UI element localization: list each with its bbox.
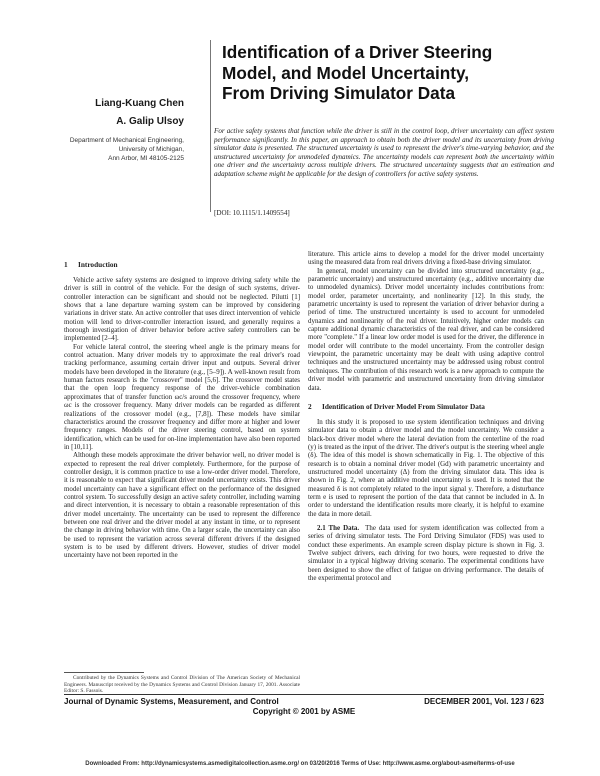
paragraph: For vehicle lateral control, the steering wheel angle is the primary means for control actuation. Many driver models try to approximate the real driver's road tracking performance, assuming certain driver input and outputs. Several driver models have been developed in the literature (e.g., [5–9]). A well-known result from human factors research is the "crossover" model [5,6]. The crossover model states that the open loop frequency response of the driver-vehicle combination approximates that of transfer function ωc/s around the crossover frequency, where ωc is the crossover frequency. Many driver models can be regarded as different realizations of the crossover model (e.g., [7,8]). These models have similar characteristics around the crossover frequency and differ more at higher and lower frequency ranges. Models of the driver steering control, based on system identification, which can be used for on-line implementation have also been reported in [10,11]. [64, 342, 300, 451]
title-line: Model, and Model Uncertainty, [222, 62, 470, 83]
section-number: 2 [308, 401, 312, 411]
title-line: From Driving Simulator Data [222, 83, 456, 103]
doi: [DOI: 10.1115/1.1409554] [214, 209, 290, 217]
paragraph: In general, model uncertainty can be divided into structured uncertainty (e.g., parametric uncertainty) and unstructured uncertainty (e.g., additive uncertainty due to unmodeled dynamics). Driver model uncertainty includes contributions from: model order, parameter uncertainty, and nonlinearity [12]. In this study, the parametric uncertainty is used to represent the variation of driver behavior during a period of time. The unstructured uncertainty is used to account for unmodeled dynamics and nonlinearity of the real driver. Intuitively, higher order models can capture additional dynamic characteristics of the real driver, and can be considered more "complete." If a linear low order model is used for the driver, the difference in model order will contribute to the model uncertainty. From the controller design viewpoint, the parametric uncertainty may be dealt with using adaptive control techniques and the unstructured uncertainty may be addressed using robust control techniques. The contribution of this research work is a new approach to compute the driver model with parametric and unstructured uncertainty from driving simulator data. [308, 266, 544, 392]
paragraph: In this study it is proposed to use system identification techniques and driving simulator data to obtain a driver model and the model uncertainty. We consider a black-box driver model where the lateral deviation from the centerline of the road (y) is treated as the input of the driver. The driver's output is the steering wheel angle (δ). The idea of this model is shown schematically in Fig. 1. The objective of this research is to obtain a nominal driver model (Gd) with parametric uncertainty and unstructured model uncertainty (Δ) from the driving simulator data. This idea is shown in Fig. 2, where an additive model uncertainty is used. It is noted that the measured δ is not completely related to the input signal y. Therefore, a disturbance term e is used to represent the portion of the data that cannot be included in Δ. In order to understand the identification results more clearly, it is helpful to examine the data in more detail. [308, 417, 544, 518]
section-title: Identification of Driver Model From Simulator Data [322, 401, 485, 411]
subsection-text: The data used for system identification was collected from a series of driving simulator tests. The Ford Driving Simulator (FDS) was used to conduct these experiments. An example screen display picture is shown in Fig. 3. Twelve subject drivers, each driving for two hours, were requested to drive the simulator in a typical highway driving scenario. The experimental conditions have been designed to show the effect of fatigue on driving performance. The details of the experimental protocol and [308, 523, 545, 583]
section-heading [308, 402, 544, 411]
footnote: Contributed by the Dynamics Systems and Control Division of The American Society of Mechanical Engineers. Manuscript received by the Dynamics Systems and Control Division January 17, 2001. Associate Editor: S. Fassois. [64, 675, 300, 694]
affiliation-line: University of Michigan, [118, 146, 184, 153]
abstract: For active safety systems that function while the driver is still in the control loop, driver uncertainty can affect system performance significantly. In this paper, an approach to obtain both the driver model and its uncertainty from driving simulator data is presented. The structured uncertainty is used to represent the driver's time-varying behavior, and the unstructured uncertainty for unmodeled dynamics. The uncertainty models can represent both the uncertainty within one driver and the uncertainty across multiple drivers. The structured uncertainty suggests that an estimation and adaptation scheme might be applicable for the design of controllers for active safety systems. [214, 127, 554, 178]
paragraph: Vehicle active safety systems are designed to improve driving safety while the driver is still in control of the vehicle. For the design of such systems, driver-controller interaction can be significant and should not be neglected. Pilutti [1] shows that a lane departure warning system can be improved by considering variations in driver state. An active controller that uses direct intervention of vehicle motion will lend to driver-controller interaction issued, and generally requires a thorough investigation of driver behavior before active safety controllers can be implemented [2–4]. [64, 276, 300, 343]
author-name: Liang-Kuang Chen [95, 98, 184, 109]
paper-title [222, 42, 552, 104]
subsection-heading: 2.1 The Data. [317, 523, 360, 532]
affiliation-line: Department of Mechanical Engineering, [69, 137, 184, 144]
download-notice: Downloaded From: http://dynamicsystems.asmedigitalcollection.asme.org/ on 03/20/2016 Terms of Use: http://www.asme.org/about-asme/terms-of-use [85, 761, 515, 767]
section-number: 1 [64, 260, 68, 269]
title-line: Identification of a Driver Steering [222, 42, 493, 62]
paragraph: literature. This article aims to develop a model for the driver model uncertainty using the measured data from real drivers driving a fixed-base driving simulator. [308, 250, 544, 267]
section-heading [64, 260, 300, 269]
left-column [64, 258, 300, 560]
title-divider [210, 40, 211, 212]
author-affiliation [44, 136, 184, 163]
affiliation-line: Ann Arbor, MI 48105-2125 [108, 155, 184, 162]
issue-and-page: DECEMBER 2001, Vol. 123 / 623 [424, 697, 544, 706]
footnote-rule [64, 672, 144, 673]
section-title: Introduction [78, 260, 118, 269]
footer-rule [64, 694, 544, 695]
paragraph: Although these models approximate the driver behavior well, no driver model is expected to represent the real driver completely. Furthermore, for the purpose of controller design, it is common practice to use a low-order driver model. Therefore, it is reasonable to expect that significant driver model uncertainty exists. This driver model uncertainty can have a significant effect on the performance of the designed control system. To successfully design an active safety controller, including warning and direct intervention, it is necessary to obtain a reasonable representation of this driver model uncertainty. The uncertainty can be used to represent the difference between one real driver and the driver model at any instant in time, or to represent the change in driving behavior with time. On a larger scale, the uncertainty can also be used to represent the variation across several different drivers if the designed system is to be used by different drivers. However, studies of driver model uncertainty have not been reported in the [64, 451, 300, 560]
journal-name: Journal of Dynamic Systems, Measurement, and Control [64, 697, 279, 706]
subsection-paragraph [308, 524, 544, 582]
right-column [308, 250, 544, 582]
copyright: Copyright © 2001 by ASME [252, 707, 356, 716]
author-name: A. Galip Ulsoy [116, 116, 184, 127]
